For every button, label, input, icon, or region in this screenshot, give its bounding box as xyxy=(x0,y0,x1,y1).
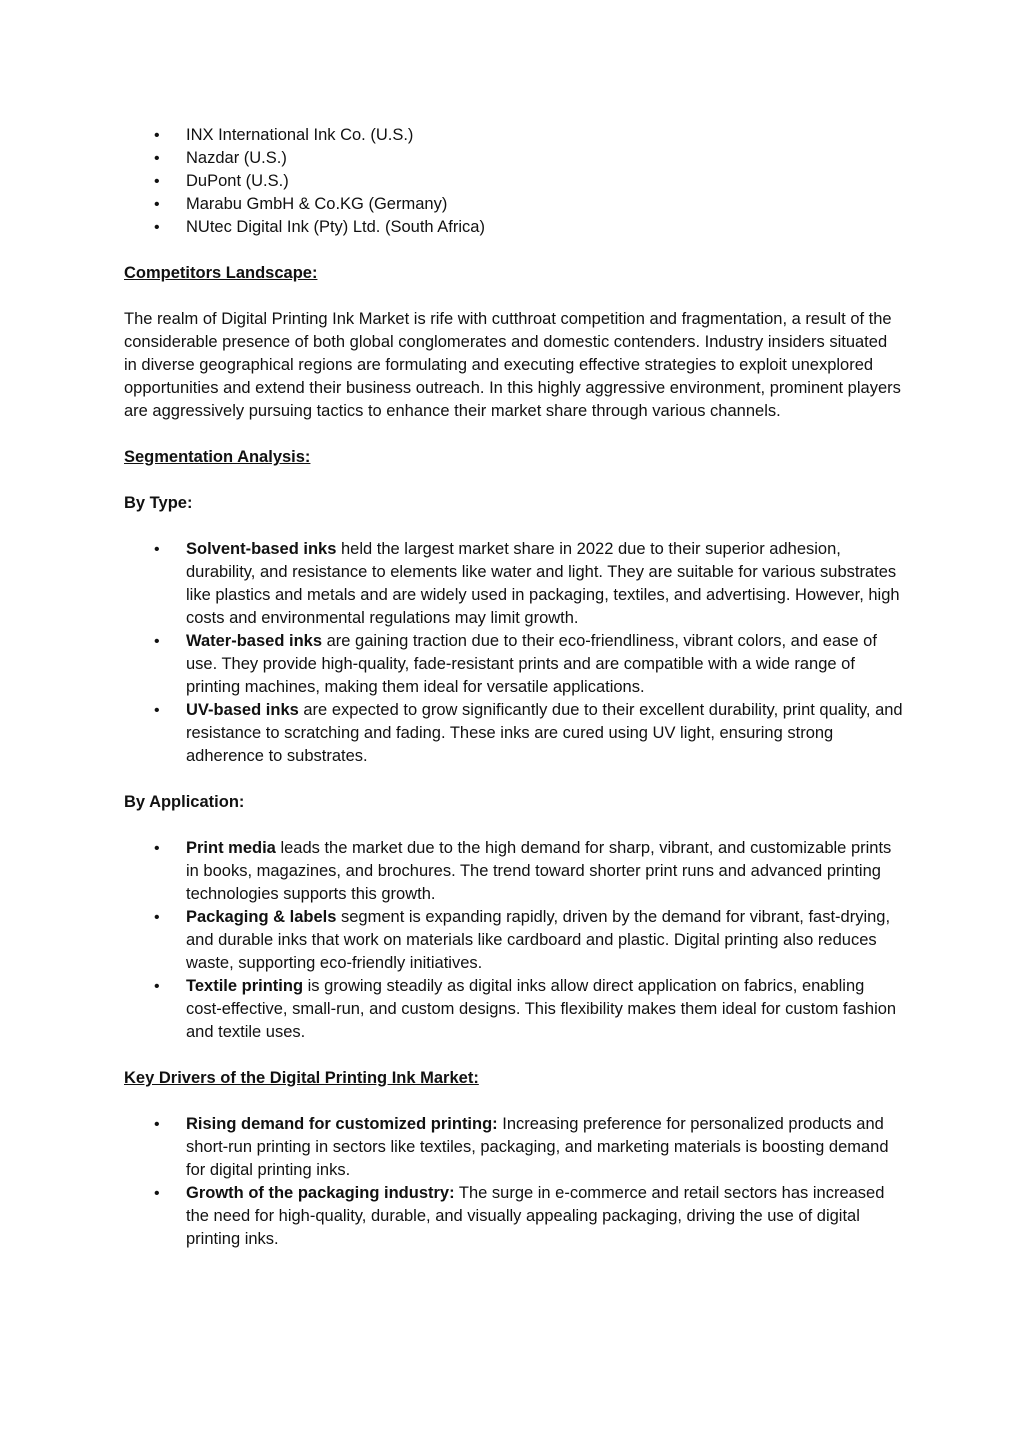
list-item-title: Print media xyxy=(186,839,276,857)
list-item xyxy=(124,837,904,906)
list-item xyxy=(124,630,904,699)
drivers-heading: Key Drivers of the Digital Printing Ink Market: xyxy=(124,1069,479,1087)
competitors-heading: Competitors Landscape: xyxy=(124,264,318,282)
list-item-title: Textile printing xyxy=(186,977,304,995)
list-item: • Nazdar (U.S.) xyxy=(124,147,904,170)
list-item-title: Water-based inks xyxy=(186,632,323,650)
segmentation-heading: Segmentation Analysis: xyxy=(124,448,311,466)
list-item: • NUtec Digital Ink (Pty) Ltd. (South Africa) xyxy=(124,216,904,239)
list-item xyxy=(124,975,904,1044)
list-item-text: leads the market due to the high demand for sharp, vibrant, and customizable prints in books, magazines, and brochures. The trend toward shorter print runs and advanced printing technologies supports this growth. xyxy=(186,839,892,903)
list-item-text: held the largest market share in 2022 due to their superior adhesion, durability, and resistance to elements like water and light. They are suitable for various substrates like plastics and metals and are widely used in packaging, textiles, and advertising. However, high costs and environmental regulations may limit growth. xyxy=(186,540,900,627)
list-item xyxy=(124,1182,904,1251)
list-item: • Marabu GmbH & Co.KG (Germany) xyxy=(124,193,904,216)
competitors-paragraph: The realm of Digital Printing Ink Market is rife with cutthroat competition and fragmentation, a result of the considerable presence of both global conglomerates and domestic contenders. Industry insiders situated in diverse geographical regions are formulating and executing effective strategies to exploit unexplored opportunities and extend their business outreach. In this highly aggressive environment, prominent players are aggressively pursuing tactics to enhance their market share through various channels. xyxy=(124,310,901,420)
by-application-heading: By Application: xyxy=(124,793,245,811)
list-item-title: Rising demand for customized printing: xyxy=(186,1115,498,1133)
list-item xyxy=(124,906,904,975)
drivers-list xyxy=(124,1113,904,1251)
list-item-text: are expected to grow significantly due to their excellent durability, print quality, and resistance to scratching and fading. These inks are cured using UV light, ensuring strong adherence to substrates. xyxy=(186,701,903,765)
by-application-list xyxy=(124,837,904,1044)
list-item-text: The surge in e-commerce and retail sectors has increased the need for high-quality, durable, and visually appealing packaging, driving the use of digital printing inks. xyxy=(186,1184,885,1248)
by-type-heading: By Type: xyxy=(124,494,193,512)
list-item-text: segment is expanding rapidly, driven by the demand for vibrant, fast-drying, and durable inks that work on materials like cardboard and plastic. Digital printing also reduces waste, supporting eco-friendly initiatives. xyxy=(186,908,891,972)
list-item xyxy=(124,538,904,630)
list-item: • DuPont (U.S.) xyxy=(124,170,904,193)
list-item-text: is growing steadily as digital inks allow direct application on fabrics, enabling cost-effective, small-run, and custom designs. This flexibility makes them ideal for custom fashion and textile uses. xyxy=(186,977,897,1041)
list-item-title: UV-based inks xyxy=(186,701,299,719)
list-item-text: Increasing preference for personalized products and short-run printing in sectors like textiles, packaging, and marketing materials is boosting demand for digital printing inks. xyxy=(186,1115,889,1179)
list-item-title: Growth of the packaging industry: xyxy=(186,1184,455,1202)
list-item-title: Solvent-based inks xyxy=(186,540,337,558)
list-item xyxy=(124,1113,904,1182)
company-list xyxy=(124,124,904,239)
document-content xyxy=(124,124,904,1251)
list-item-text: are gaining traction due to their eco-friendliness, vibrant colors, and ease of use. They provide high-quality, fade-resistant prints and are compatible with a wide range of printing machines, making them ideal for versatile applications. xyxy=(186,632,877,696)
list-item-title: Packaging & labels xyxy=(186,908,337,926)
list-item: • INX International Ink Co. (U.S.) xyxy=(124,124,904,147)
list-item xyxy=(124,699,904,768)
by-type-list xyxy=(124,538,904,768)
